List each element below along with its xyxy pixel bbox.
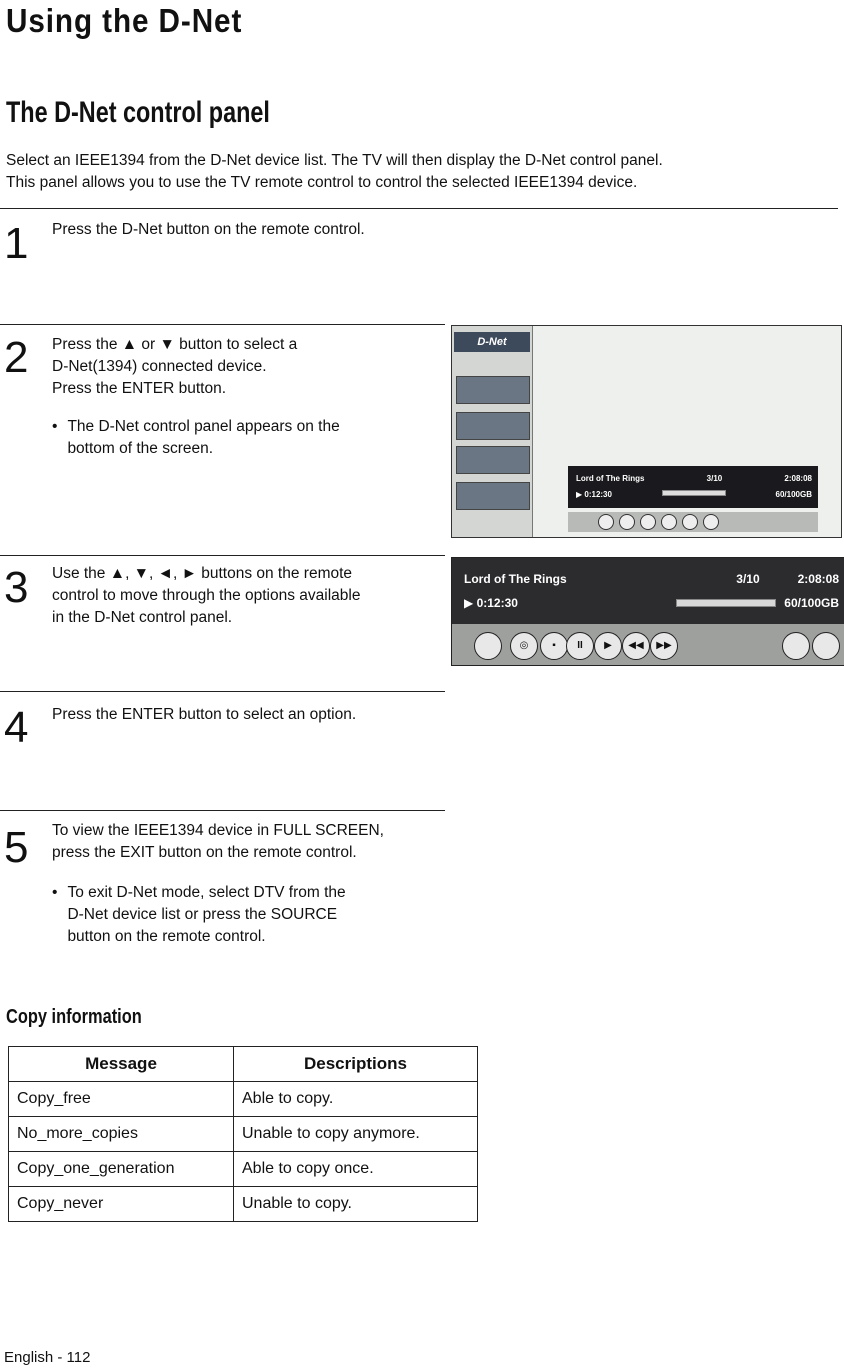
total-duration: 2:08:08 bbox=[797, 572, 839, 586]
message-cell: Copy_never bbox=[9, 1187, 234, 1222]
elapsed-time: ▶ 0:12:30 bbox=[576, 490, 612, 499]
step-line: Press the ENTER button. bbox=[52, 380, 227, 397]
description-cell: Unable to copy. bbox=[234, 1187, 478, 1222]
storage-capacity: 60/100GB bbox=[784, 596, 839, 610]
storage-capacity: 60/100GB bbox=[775, 490, 812, 499]
progress-bar bbox=[676, 599, 776, 607]
step-text: Press the ENTER button to select an option. bbox=[52, 706, 357, 723]
control-button-icon bbox=[703, 514, 719, 530]
step-line: control to move through the options available bbox=[52, 587, 361, 604]
fast-forward-button-icon: ▶▶ bbox=[650, 632, 678, 660]
control-button-icon bbox=[812, 632, 840, 660]
page-title: Using the D-Net bbox=[6, 2, 243, 39]
table-row bbox=[9, 1082, 478, 1117]
intro-line: Select an IEEE1394 from the D-Net device list. The TV will then display the D-Net control panel. bbox=[6, 152, 663, 169]
divider bbox=[0, 810, 445, 811]
record-button-icon: ◎ bbox=[510, 632, 538, 660]
control-button-icon bbox=[682, 514, 698, 530]
step-number: 3 bbox=[4, 563, 29, 612]
device-thumbnail bbox=[456, 376, 530, 404]
control-button-icon bbox=[640, 514, 656, 530]
bullet-line: button on the remote control. bbox=[67, 928, 266, 945]
step-line: To view the IEEE1394 device in FULL SCREEN, bbox=[52, 822, 384, 839]
play-button-icon: ▶ bbox=[594, 632, 622, 660]
bullet-dot: • bbox=[52, 884, 58, 901]
description-cell: Able to copy. bbox=[234, 1082, 478, 1117]
bullet-line: D-Net device list or press the SOURCE bbox=[67, 906, 338, 923]
pause-button-icon: II bbox=[566, 632, 594, 660]
device-thumbnail bbox=[456, 482, 530, 510]
elapsed-time: ▶ 0:12:30 bbox=[464, 596, 518, 610]
step-text bbox=[52, 334, 432, 460]
step-number: 5 bbox=[4, 823, 29, 872]
control-panel-closeup bbox=[451, 557, 844, 666]
intro-paragraph bbox=[6, 150, 826, 194]
descriptions-header: Descriptions bbox=[234, 1047, 478, 1082]
media-title: Lord of The Rings bbox=[576, 474, 645, 483]
message-cell: Copy_free bbox=[9, 1082, 234, 1117]
bullet-item bbox=[52, 882, 442, 948]
table-row bbox=[9, 1187, 478, 1222]
section-title: The D-Net control panel bbox=[6, 96, 270, 129]
step-number: 2 bbox=[4, 333, 29, 382]
control-button-icon bbox=[598, 514, 614, 530]
control-button-icon bbox=[661, 514, 677, 530]
rewind-button-icon: ◀◀ bbox=[622, 632, 650, 660]
description-cell: Unable to copy anymore. bbox=[234, 1117, 478, 1152]
bullet-line: To exit D-Net mode, select DTV from the bbox=[67, 884, 346, 901]
track-counter: 3/10 bbox=[706, 474, 723, 483]
media-title: Lord of The Rings bbox=[464, 572, 567, 586]
step-line: Use the ▲, ▼, ◄, ► buttons on the remote bbox=[52, 565, 353, 582]
control-panel-info bbox=[568, 466, 818, 508]
step-line: press the EXIT button on the remote control. bbox=[52, 844, 357, 861]
message-cell: No_more_copies bbox=[9, 1117, 234, 1152]
control-button-icon bbox=[474, 632, 502, 660]
step-number: 1 bbox=[4, 219, 29, 268]
table-row bbox=[9, 1117, 478, 1152]
intro-line: This panel allows you to use the TV remote control to control the selected IEEE1394 device. bbox=[6, 174, 638, 191]
control-button-icon bbox=[782, 632, 810, 660]
table-header-row bbox=[9, 1047, 478, 1082]
bullet-item bbox=[52, 416, 432, 460]
message-header: Message bbox=[9, 1047, 234, 1082]
total-duration: 2:08:08 bbox=[784, 474, 812, 483]
divider bbox=[0, 555, 445, 556]
copy-info-table bbox=[8, 1046, 478, 1222]
bullet-line: The D-Net control panel appears on the bbox=[67, 418, 340, 435]
bullet-line: bottom of the screen. bbox=[67, 440, 214, 457]
step-text bbox=[52, 820, 442, 948]
step-line: Press the ▲ or ▼ button to select a bbox=[52, 336, 298, 353]
control-buttons bbox=[568, 512, 818, 532]
copy-info-title: Copy information bbox=[6, 1006, 142, 1028]
device-thumbnail bbox=[456, 446, 530, 474]
step-line: in the D-Net control panel. bbox=[52, 609, 233, 626]
track-counter: 3/10 bbox=[736, 572, 760, 586]
device-thumbnail bbox=[456, 412, 530, 440]
device-list-panel bbox=[452, 326, 533, 537]
table-row bbox=[9, 1152, 478, 1187]
dnet-logo: D-Net bbox=[454, 332, 530, 352]
step-text bbox=[52, 563, 432, 629]
divider bbox=[0, 691, 445, 692]
dnet-screen-illustration bbox=[451, 325, 842, 538]
step-line: D-Net(1394) connected device. bbox=[52, 358, 267, 375]
control-button-icon bbox=[619, 514, 635, 530]
divider bbox=[0, 208, 838, 209]
step-text: Press the D-Net button on the remote control. bbox=[52, 221, 365, 238]
description-cell: Able to copy once. bbox=[234, 1152, 478, 1187]
step-number: 4 bbox=[4, 703, 29, 752]
bullet-dot: • bbox=[52, 418, 58, 435]
stop-button-icon: ▪ bbox=[540, 632, 568, 660]
page-footer: English - 112 bbox=[4, 1349, 91, 1366]
message-cell: Copy_one_generation bbox=[9, 1152, 234, 1187]
progress-bar bbox=[662, 490, 726, 496]
divider bbox=[0, 324, 445, 325]
